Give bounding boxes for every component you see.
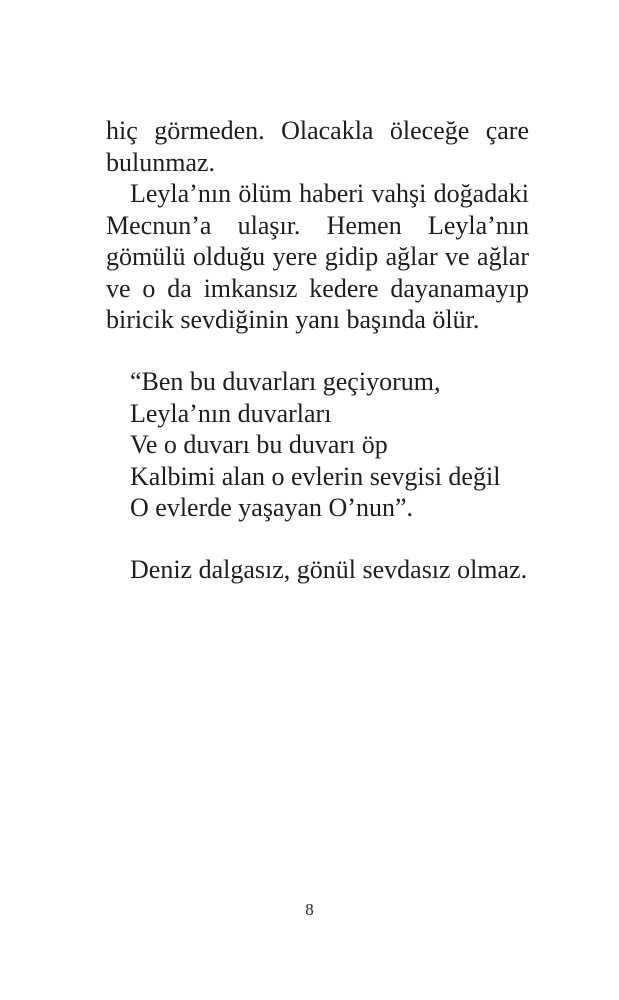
paragraph-2 xyxy=(106,178,529,336)
text-line: bulunmaz. xyxy=(106,147,216,177)
proverb-line: Deniz dalgasız, gönül sevdasız olmaz. xyxy=(130,555,528,584)
poem-verse: Leyla’nın duvarları xyxy=(130,398,332,428)
page-number: 8 xyxy=(305,900,314,919)
poem-quote xyxy=(130,366,550,524)
prose-section xyxy=(106,115,529,336)
poem-verse: Kalbimi alan o evlerin sevgisi değil xyxy=(130,461,501,491)
text-line: Mecnun’a ulaşır. Hemen Leyla’nın xyxy=(106,210,529,240)
poem-verse: O evlerde yaşayan O’nun”. xyxy=(130,493,413,522)
poem-verse: “Ben bu duvarları geçiyorum, xyxy=(130,367,441,396)
paragraph-1 xyxy=(106,115,529,178)
text-line: hiç görmeden. Olacakla öleceğe çare xyxy=(106,116,529,145)
text-line: gömülü olduğu yere gidip ağlar ve ağlar xyxy=(106,242,529,271)
poem-verse: Ve o duvarı bu duvarı öp xyxy=(130,430,388,459)
text-line: Leyla’nın ölüm haberi vahşi doğadaki xyxy=(130,179,529,208)
text-line: ve o da imkansız kedere dayanamayıp xyxy=(106,273,529,303)
text-line: biricik sevdiğinin yanı başında ölür. xyxy=(106,305,480,334)
